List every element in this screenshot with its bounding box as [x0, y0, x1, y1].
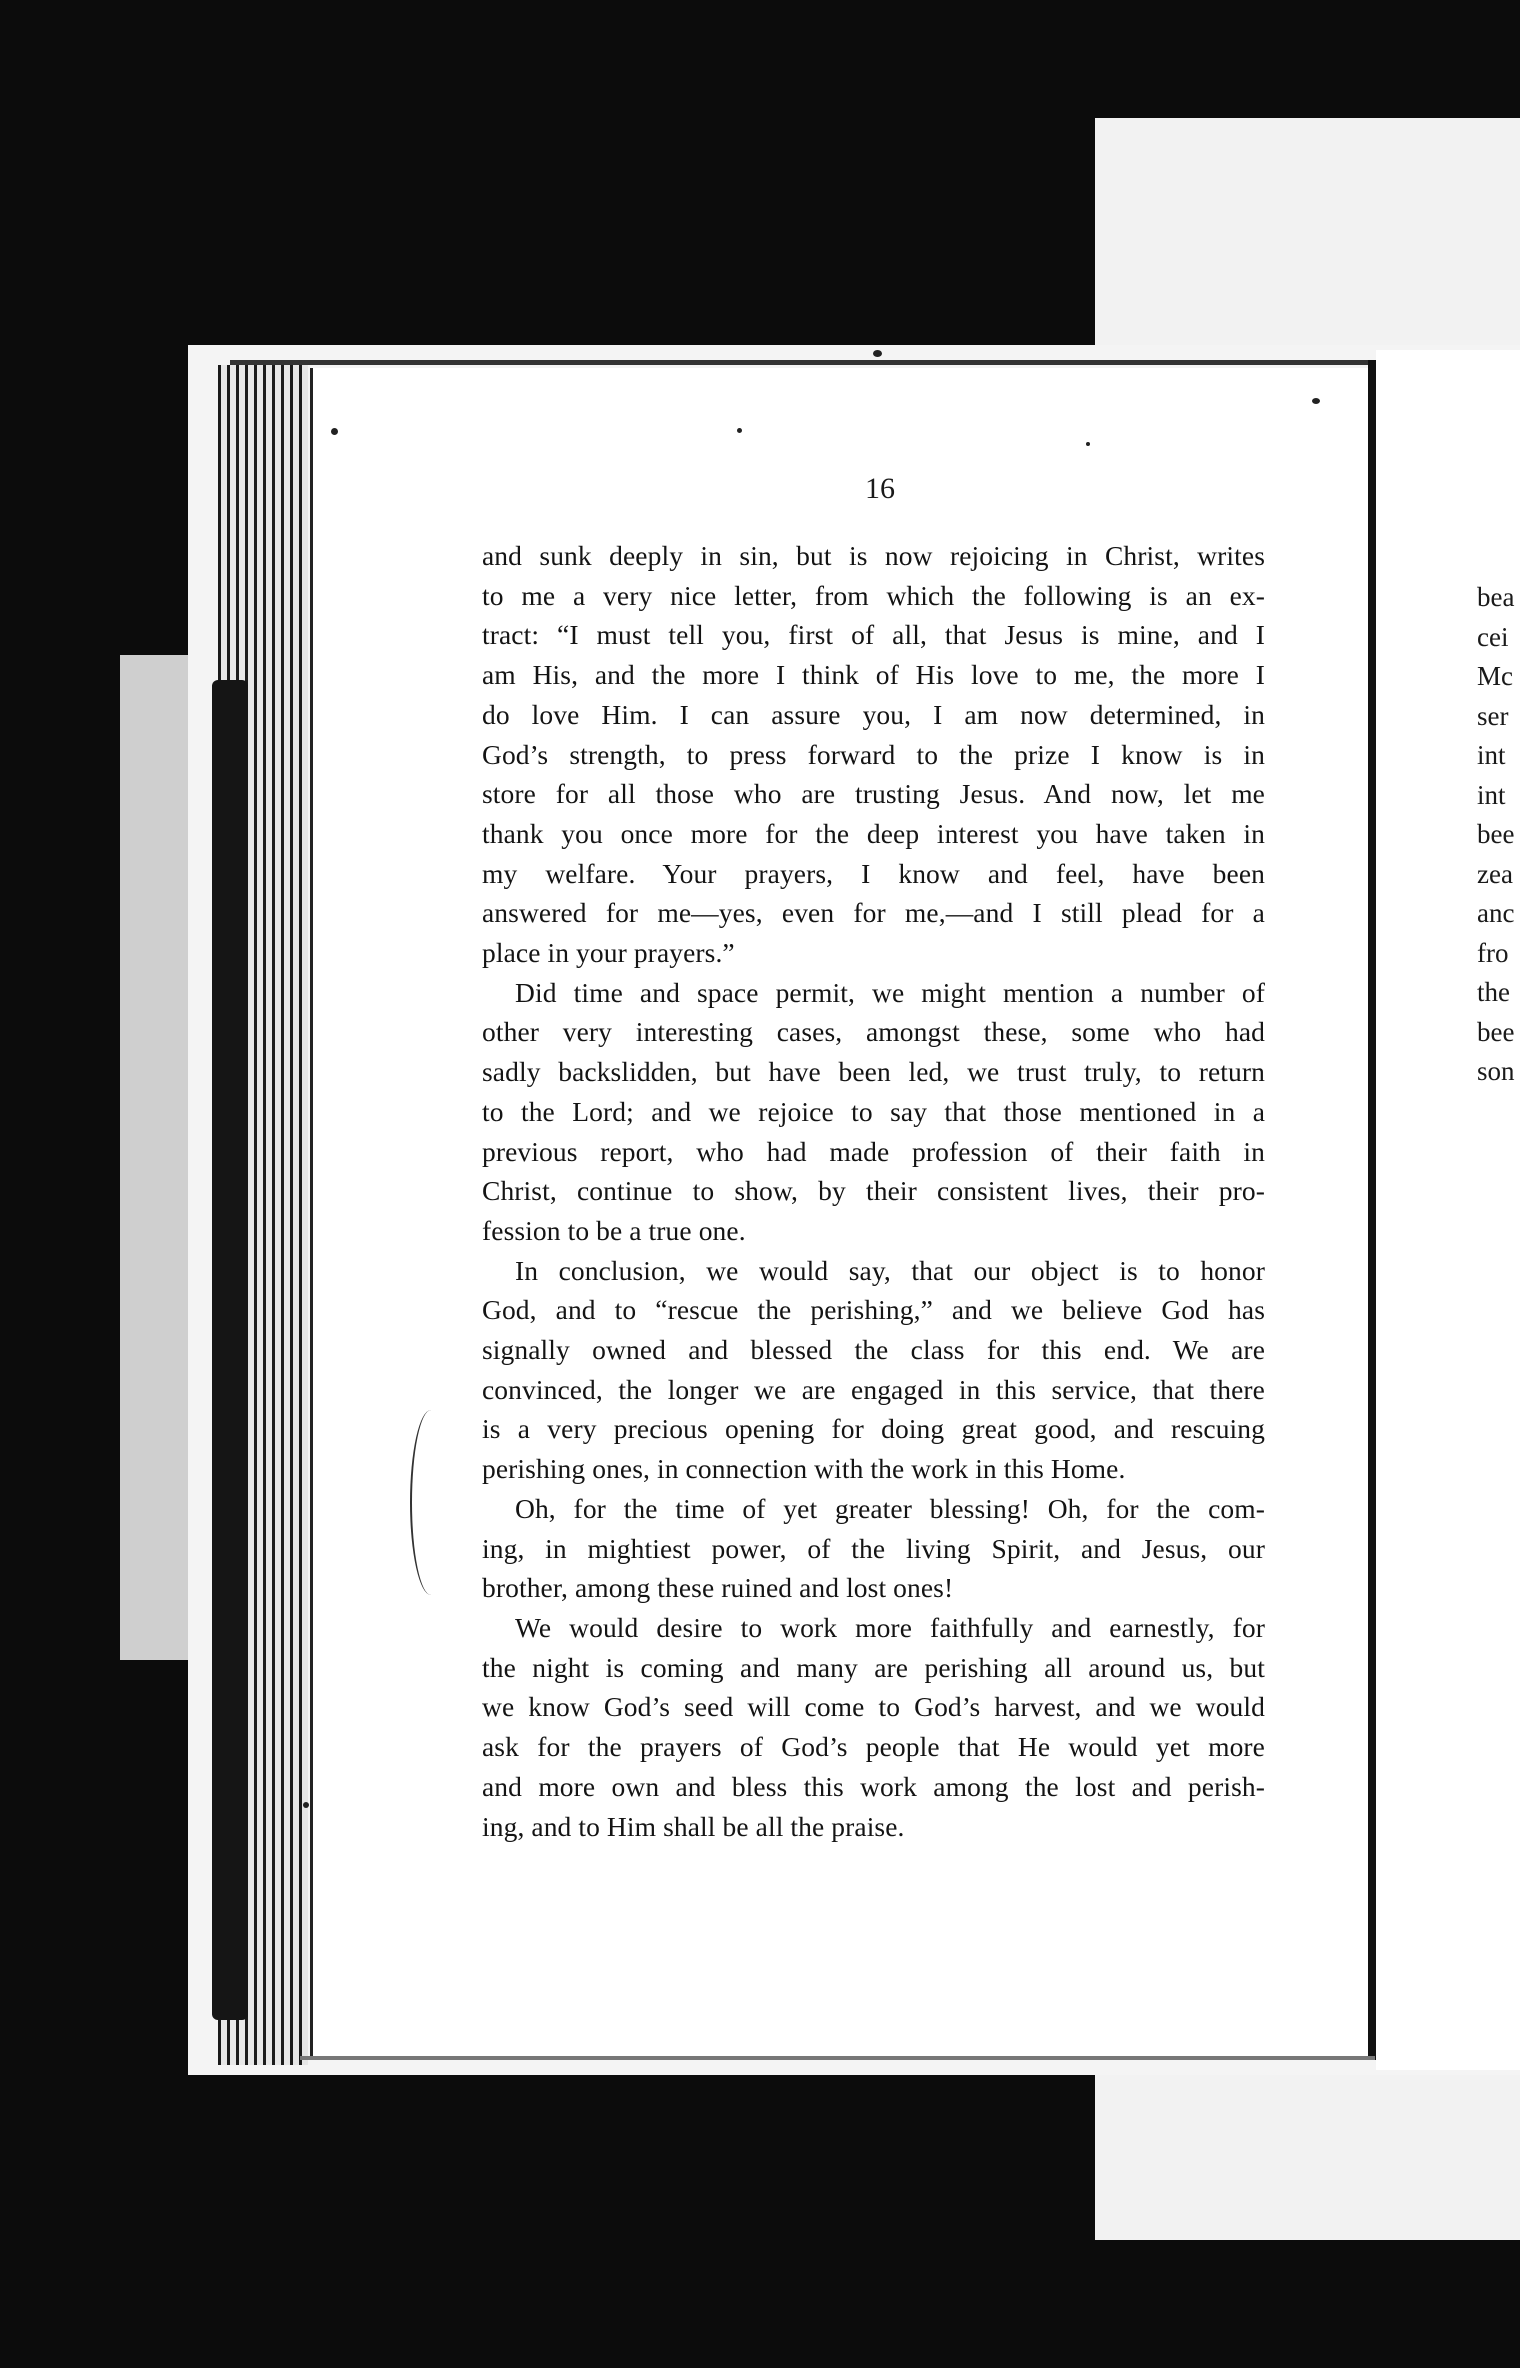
text-line: and more own and bless this work among the lost and perish- [482, 1770, 1265, 1802]
text-line: ing, and to Him shall be all the praise. [482, 1810, 905, 1842]
text-line: Christ, continue to show, by their consistent lives, their pro- [482, 1175, 1265, 1207]
facing-text-fragment: Mc [1477, 661, 1513, 691]
facing-text-fragment: bee [1477, 1016, 1515, 1047]
facing-page-text [1477, 578, 1520, 1092]
text-line: we know God’s seed will come to God’s harvest, and we would [482, 1691, 1265, 1723]
ink-speck [331, 428, 338, 435]
ink-speck [873, 350, 882, 357]
text-line: Did time and space permit, we might mention a number of [515, 976, 1265, 1008]
page-bottom-border [300, 2056, 1375, 2060]
text-line: tract: “I must tell you, first of all, that Jesus is mine, and I [482, 619, 1265, 651]
text-line: am His, and the more I think of His love to me, the more I [482, 659, 1265, 691]
text-line: fession to be a true one. [482, 1214, 746, 1246]
facing-text-fragment: zea [1477, 858, 1513, 889]
ink-speck [1312, 398, 1320, 404]
text-line: answered for me—yes, even for me,—and I still plead for a [482, 897, 1265, 929]
text-line: place in your prayers.” [482, 937, 735, 969]
margin-pencil-mark [410, 1410, 452, 1595]
facing-text-fragment: the [1477, 977, 1510, 1007]
facing-text-fragment: cei [1477, 621, 1509, 652]
facing-text-fragment: son [1477, 1056, 1515, 1086]
facing-page-top [1095, 118, 1520, 358]
text-line: We would desire to work more faithfully and earnestly, for [515, 1611, 1265, 1643]
page-gutter [1368, 360, 1376, 2060]
book-spine-edge [212, 680, 248, 2020]
text-line: and sunk deeply in sin, but is now rejoicing in Christ, writes [482, 540, 1265, 571]
text-line: previous report, who had made profession of their faith in [482, 1135, 1265, 1167]
text-line: In conclusion, we would say, that our object is to honor [515, 1254, 1265, 1286]
text-line: other very interesting cases, amongst these, some who had [482, 1016, 1265, 1048]
facing-text-fragment: int [1477, 779, 1506, 810]
text-line: my welfare. Your prayers, I know and feel, have been [482, 857, 1265, 889]
text-line: brother, among these ruined and lost ones! [482, 1572, 954, 1604]
text-line: is a very precious opening for doing great good, and rescuing [482, 1413, 1265, 1445]
text-line: thank you once more for the deep interest you have taken in [482, 817, 1265, 849]
facing-text-fragment: bee [1477, 819, 1515, 849]
facing-page-bottom [1095, 2075, 1520, 2240]
facing-text-fragment: fro [1477, 937, 1509, 968]
ink-speck [737, 428, 742, 433]
text-line: ing, in mightiest power, of the living Spirit, and Jesus, our [482, 1532, 1265, 1564]
ink-speck [303, 1802, 309, 1808]
text-line: ask for the prayers of God’s people that He would yet more [482, 1731, 1265, 1763]
text-line: sadly backslidden, but have been led, we trust truly, to return [482, 1056, 1265, 1088]
text-line: do love Him. I can assure you, I am now determined, in [482, 698, 1265, 730]
facing-text-fragment: ser [1477, 700, 1509, 731]
text-line: God, and to “rescue the perishing,” and we believe God has [482, 1294, 1265, 1326]
page-top-border [230, 360, 1370, 365]
ink-speck [1086, 442, 1090, 446]
text-line: perishing ones, in connection with the work in this Home. [482, 1453, 1126, 1485]
body-text [482, 536, 1265, 1846]
page-number: 16 [865, 472, 895, 505]
text-line: God’s strength, to press forward to the prize I know is in [482, 738, 1265, 770]
facing-text-fragment: anc [1477, 898, 1515, 928]
text-line: signally owned and blessed the class for this end. We are [482, 1334, 1265, 1366]
text-line: convinced, the longer we are engaged in this service, that there [482, 1373, 1265, 1405]
facing-text-fragment: int [1477, 740, 1506, 770]
text-line: store for all those who are trusting Jesus. And now, let me [482, 778, 1265, 810]
text-line: to me a very nice letter, from which the following is an ex- [482, 579, 1265, 611]
facing-text-fragment: bea [1477, 582, 1515, 612]
text-line: Oh, for the time of yet greater blessing! Oh, for the com- [515, 1492, 1265, 1524]
text-line: to the Lord; and we rejoice to say that those mentioned in a [482, 1095, 1265, 1127]
text-line: the night is coming and many are perishing all around us, but [482, 1651, 1265, 1683]
